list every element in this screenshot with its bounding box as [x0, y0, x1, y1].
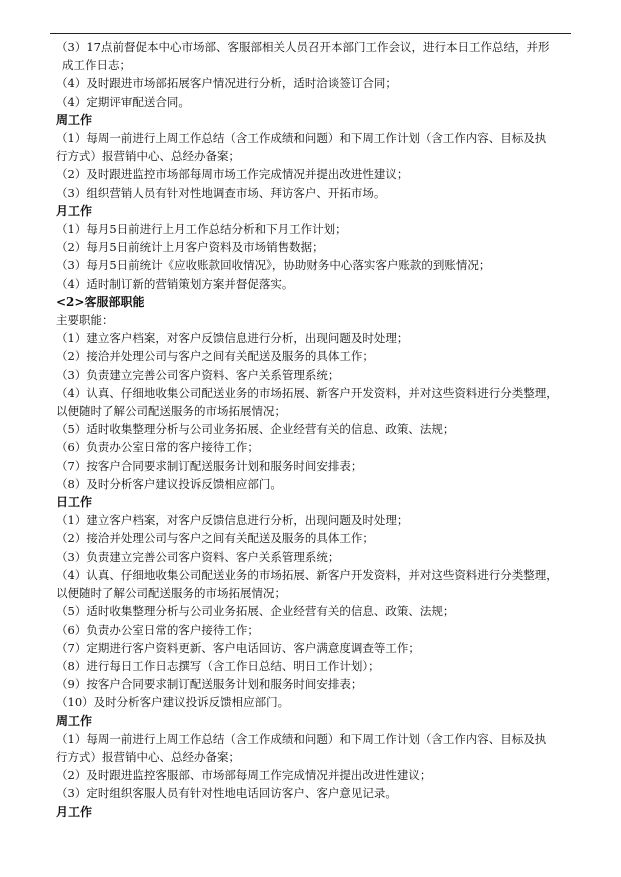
body-text-line: 行方式）报营销中心、总经办备案；: [56, 749, 240, 764]
body-text-line: （4）定期评审配送合同。: [56, 94, 190, 109]
section-heading: 月工作: [56, 804, 93, 819]
body-text-line: （4）认真、仔细地收集公司配送业务的市场拓展、新客户开发资料，并对这些资料进行分类整理，: [56, 567, 558, 582]
body-text-line: （1）每周一前进行上周工作总结（含工作成绩和问题）和下周工作计划（含工作内容、目标及执: [56, 131, 547, 146]
body-text-line: （4）认真、仔细地收集公司配送业务的市场拓展、新客户开发资料，并对这些资料进行分类整理，: [56, 385, 558, 400]
body-text-line: （2）及时跟进监控客服部、市场部每周工作完成情况并提出改进性建议；: [56, 768, 432, 783]
body-text-line: （2）及时跟进监控市场部每周市场工作完成情况并提出改进性建议；: [56, 167, 409, 182]
body-text-line: 行方式）报营销中心、总经办备案；: [56, 149, 240, 164]
section-heading: 周工作: [56, 713, 93, 728]
body-text-line: 主要职能：: [56, 313, 114, 328]
body-text-line: （4）及时跟进市场部拓展客户情况进行分析，适时洽谈签订合同；: [56, 76, 397, 91]
body-text-line: （1）建立客户档案，对客户反馈信息进行分析，出现问题及时处理；: [56, 513, 409, 528]
body-text-line: （2）接洽并处理公司与客户之间有关配送及服务的具体工作；: [56, 531, 374, 546]
body-text-line: （2）接洽并处理公司与客户之间有关配送及服务的具体工作；: [56, 349, 374, 364]
document-body: [56, 38, 571, 821]
body-text-line: （3）定时组织客服人员有针对性地电话回访客户、客户意见记录。: [56, 786, 397, 801]
body-text-line: （3）17点前督促本中心市场部、客服部相关人员召开本部门工作会议，进行本日工作总结，并形: [56, 40, 550, 54]
body-text-line: （7）定期进行客户资料更新、客户电话回访、客户满意度调查等工作；: [56, 640, 420, 655]
body-text-line: （2）每月5日前统计上月客户资料及市场销售数据；: [56, 240, 324, 255]
header-rule: [50, 33, 571, 34]
section-heading: <2>客服部职能: [56, 294, 145, 309]
section-heading: 日工作: [56, 495, 93, 510]
body-text-line: （7）按客户合同要求制订配送服务计划和服务时间安排表；: [56, 458, 363, 473]
body-text-line: （5）适时收集整理分析与公司业务拓展、企业经营有关的信息、政策、法规；: [56, 604, 455, 619]
section-heading: 周工作: [56, 112, 93, 127]
section-heading: 月工作: [56, 203, 93, 218]
body-text-line: （1）每月5日前进行上月工作总结分析和下月工作计划；: [56, 222, 347, 237]
body-text-line: （8）及时分析客户建议投诉反馈相应部门。: [56, 476, 282, 491]
body-text-line: （3）负责建立完善公司客户资料、客户关系管理系统；: [56, 549, 340, 564]
body-text-line: （1）建立客户档案，对客户反馈信息进行分析，出现问题及时处理；: [56, 331, 409, 346]
body-text-line: （5）适时收集整理分析与公司业务拓展、企业经营有关的信息、政策、法规；: [56, 422, 455, 437]
body-text-line: （6）负责办公室日常的客户接待工作；: [56, 622, 259, 637]
body-text-line: 以便随时了解公司配送服务的市场拓展情况；: [56, 404, 286, 419]
body-text-line: （3）每月5日前统计《应收账款回收情况》，协助财务中心落实客户账款的到账情况；: [56, 258, 491, 273]
body-text-line: 成工作日志；: [62, 58, 131, 73]
body-text-line: （3）组织营销人员有针对性地调查市场、拜访客户、开拓市场。: [56, 185, 386, 200]
body-text-line: （9）按客户合同要求制订配送服务计划和服务时间安排表；: [56, 677, 363, 692]
body-text-line: （1）每周一前进行上周工作总结（含工作成绩和问题）和下周工作计划（含工作内容、目标及执: [56, 731, 547, 746]
body-text-line: （8）进行每日工作日志撰写（含工作日总结、明日工作计划）；: [56, 658, 380, 673]
body-text-line: （3）负责建立完善公司客户资料、客户关系管理系统；: [56, 367, 340, 382]
body-text-line: （6）负责办公室日常的客户接待工作；: [56, 440, 259, 455]
body-text-line: 以便随时了解公司配送服务的市场拓展情况；: [56, 586, 286, 601]
body-text-line: （10）及时分析客户建议投诉反馈相应部门。: [56, 695, 290, 710]
body-text-line: （4）适时制订新的营销策划方案并督促落实。: [56, 276, 294, 291]
